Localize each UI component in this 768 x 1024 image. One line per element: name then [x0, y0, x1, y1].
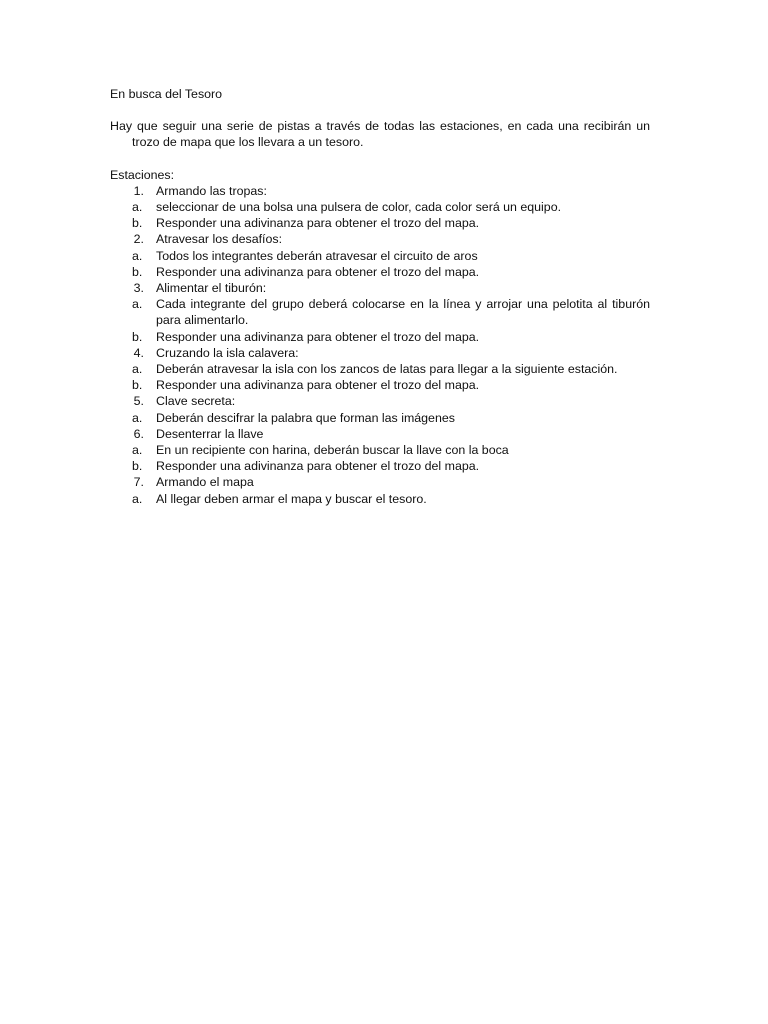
- list-marker: 4.: [133, 345, 144, 360]
- list-item-text: Todos los integrantes deberán atravesar el circuito de aros: [156, 248, 478, 263]
- station-subitem: [110, 410, 650, 426]
- list-marker: a.: [132, 491, 143, 506]
- station-subitem: [110, 442, 650, 458]
- list-marker: b.: [132, 264, 143, 279]
- list-item-text: seleccionar de una bolsa una pulsera de color, cada color será un equipo.: [156, 200, 562, 215]
- list-marker: a.: [132, 410, 143, 425]
- list-marker: a.: [132, 362, 143, 377]
- document-title: En busca del Tesoro: [110, 87, 223, 101]
- list-marker: 3.: [133, 281, 144, 296]
- list-marker: 5.: [133, 394, 144, 409]
- list-item-text: Alimentar el tiburón:: [156, 281, 267, 296]
- list-item-text: Armando el mapa: [156, 475, 254, 490]
- station-subitem: [110, 491, 650, 507]
- list-item-text: Responder una adivinanza para obtener el trozo del mapa.: [156, 329, 480, 344]
- list-item-text: Deberán descifrar la palabra que forman las imágenes: [156, 410, 455, 425]
- station-subitem: [110, 199, 650, 215]
- list-item-text: Al llegar deben armar el mapa y buscar el tesoro.: [156, 491, 427, 506]
- list-marker: a.: [132, 443, 143, 458]
- station-subitem: [110, 248, 650, 264]
- list-marker: a.: [132, 248, 143, 263]
- list-item-text: En un recipiente con harina, deberán buscar la llave con la boca: [156, 443, 509, 458]
- list-marker: 2.: [133, 232, 144, 247]
- list-item-text: Deberán atravesar la isla con los zancos de latas para llegar a la siguiente estación.: [156, 362, 618, 377]
- list-item-text: Responder una adivinanza para obtener el trozo del mapa.: [156, 216, 480, 231]
- list-marker: 7.: [133, 475, 144, 490]
- list-item-text: Cada integrante del grupo deberá colocarse en la línea y arrojar una pelotita al tiburón para alimentarlo.: [156, 297, 650, 328]
- list-item-text: Clave secreta:: [156, 394, 236, 409]
- list-marker: a.: [132, 200, 143, 215]
- station-subitem: [110, 458, 650, 474]
- station-item: [110, 345, 650, 361]
- list-marker: 1.: [133, 183, 144, 198]
- list-item-text: Responder una adivinanza para obtener el trozo del mapa.: [156, 264, 480, 279]
- station-item: [110, 474, 650, 490]
- station-subitem: [110, 215, 650, 231]
- document-page: [110, 86, 650, 507]
- list-item-text: Cruzando la isla calavera:: [156, 345, 299, 360]
- station-subitem: [110, 264, 650, 280]
- list-item-text: Responder una adivinanza para obtener el trozo del mapa.: [156, 459, 480, 474]
- list-marker: b.: [132, 459, 143, 474]
- station-item: [110, 280, 650, 296]
- list-marker: b.: [132, 216, 143, 231]
- list-marker: b.: [132, 378, 143, 393]
- list-item-text: Atravesar los desafíos:: [156, 232, 283, 247]
- intro-paragraph: Hay que seguir una serie de pistas a través de todas las estaciones, en cada una recibirán un trozo de mapa que los llevara a un tesoro.: [110, 119, 650, 150]
- list-marker: b.: [132, 329, 143, 344]
- stations-heading: Estaciones:: [110, 167, 175, 182]
- station-subitem: [110, 361, 650, 377]
- list-item-text: Desenterrar la llave: [156, 426, 264, 441]
- station-item: [110, 231, 650, 247]
- station-list: [110, 183, 650, 507]
- list-marker: 6.: [133, 426, 144, 441]
- list-marker: a.: [132, 297, 143, 312]
- station-item: [110, 393, 650, 409]
- station-item: [110, 426, 650, 442]
- station-subitem: [110, 377, 650, 393]
- station-subitem: [110, 296, 650, 328]
- station-item: [110, 183, 650, 199]
- list-item-text: Responder una adivinanza para obtener el trozo del mapa.: [156, 378, 480, 393]
- list-item-text: Armando las tropas:: [156, 183, 267, 198]
- station-subitem: [110, 329, 650, 345]
